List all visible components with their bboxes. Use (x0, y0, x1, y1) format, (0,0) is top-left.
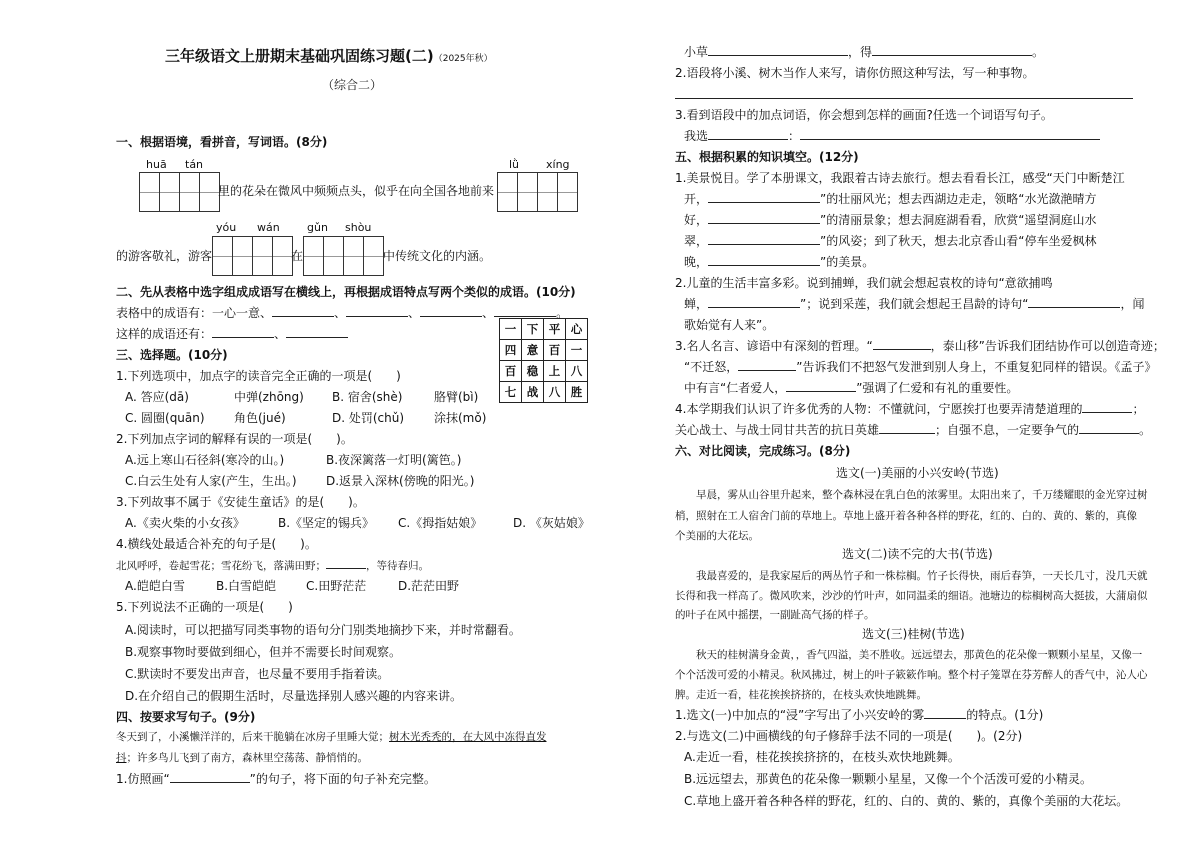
s1-line-2c: 中传统文化的内涵。 (383, 249, 492, 263)
s3-q3-opt: D. 《灰姑娘》 (513, 516, 590, 530)
blank[interactable] (212, 325, 274, 338)
table-cell: 七 (500, 382, 522, 403)
s5-3b (684, 358, 1156, 376)
s2-line-1-text: 表格中的成语有：一心一意、 (116, 306, 273, 320)
s5-2b3: ，闻 (1120, 297, 1145, 311)
writing-grid-2[interactable] (497, 172, 578, 212)
pinyin-hua: huā (146, 158, 167, 171)
blank[interactable] (346, 304, 408, 317)
pinyin-shou: shòu (345, 221, 372, 234)
blank[interactable] (420, 304, 482, 317)
r-q3-select: 我选 ： (684, 127, 1100, 145)
s5-4b2: ；自强不息，一定要争气的 (935, 423, 1080, 437)
s5-1c (684, 211, 1096, 229)
s4-q1b: ”的句子，将下面的句子补充完整。 (249, 772, 436, 786)
s5-2b2: ”；说到采莲，我们就会想起王昌龄的诗句“ (800, 297, 1029, 311)
title-year: （2025年秋） (433, 54, 493, 64)
writing-grid-4[interactable] (303, 236, 384, 276)
blank[interactable] (786, 379, 856, 392)
s3-q1-opt: 涂抹(mǒ) (434, 411, 487, 425)
table-cell: 下 (522, 319, 544, 340)
blank[interactable] (708, 127, 788, 140)
table-cell: 百 (544, 340, 566, 361)
table-cell: 八 (566, 361, 588, 382)
answer-line[interactable] (675, 98, 1133, 99)
r-q2: 2.语段将小溪、树木当作人来写，请你仿照这种写法，写一种事物。 (675, 66, 1035, 80)
reading-1-line: 个美丽的大花坛。 (675, 530, 759, 542)
s3-q3: 3.下列故事不属于《安徒生童话》的是( )。 (116, 495, 365, 509)
s4-passage-1b: 树木光秃秃的，在大风中冻得直发 (389, 731, 547, 743)
s5-2b1: 蝉， (684, 297, 709, 311)
s3-q2: 2.下列加点字词的解释有误的一项是( )。 (116, 432, 353, 446)
s3-q1-opt: A. 答应(dā) (125, 390, 189, 404)
s5-3a1: 3.名人名言、谚语中有深刻的哲理。“ (675, 339, 873, 353)
s3-q1-opt: B. 宿舍(shè) (332, 390, 403, 404)
reading-q1 (675, 706, 1043, 724)
blank[interactable] (326, 556, 366, 569)
table-cell: 意 (522, 340, 544, 361)
reading-3-line: 个个活泼可爱的小精灵。秋风拂过，树上的叶子簌簌作响。整个村子笼罩在芬芳醉人的香气中，沁人心 (675, 669, 1148, 681)
s4-q1a: 1.仿照画“ (116, 772, 170, 786)
s3-q1-opt: 中弹(zhōng) (234, 390, 304, 404)
s2-line-1: 表格中的成语有：一心一意、 、 、 、 。 (116, 306, 569, 320)
s3-q1-opt: 胳臂(bì) (434, 390, 479, 404)
s5-1c2: ”的清丽景象；想去洞庭湖看看，欣赏“遥望洞庭山水 (820, 213, 1097, 227)
blank[interactable] (800, 127, 1100, 140)
blank[interactable] (708, 295, 800, 308)
s4-passage-1 (116, 728, 547, 746)
s3-q4-opt: C.田野茫茫 (306, 579, 367, 593)
blank[interactable] (708, 43, 848, 56)
table-cell: 百 (500, 361, 522, 382)
table-cell: 上 (544, 361, 566, 382)
blank[interactable] (708, 190, 820, 203)
reading-1-line: 早晨，雾从山谷里升起来，整个森林浸在乳白色的浓雾里。太阳出来了，千万缕耀眼的金光穿过树 (696, 489, 1148, 501)
s3-q2-opt: A.远上寒山石径斜(寒冷的山。) (125, 453, 285, 467)
s5-1a: 1.美景悦目。学了本册课文，我跟着古诗去旅行。想去看看长江，感受“天门中断楚江 (675, 171, 1125, 185)
s3-q1-opt: D. 处罚(chǔ) (332, 411, 405, 425)
title-text: 三年级语文上册期末基础巩固练习题(二) (165, 47, 434, 65)
pinyin-tan: tán (185, 158, 204, 171)
blank[interactable] (1079, 421, 1139, 434)
r-q3: 3.看到语段中的加点词语，你会想到怎样的画面?任选一个词语写句子。 (675, 108, 1053, 122)
s5-1c1: 好， (684, 213, 709, 227)
reading-3-title: 选文(三)桂树(节选) (862, 627, 965, 641)
blank[interactable] (494, 304, 556, 317)
s1-line-2a: 的游客敬礼，游客 (116, 249, 213, 263)
page-title (165, 47, 493, 68)
s3-q5: 5.下列说法不正确的一项是( ) (116, 600, 293, 614)
s5-1e (684, 253, 874, 271)
s5-4b1: 关心战士、与战士同甘共苦的抗日英雄 (675, 423, 880, 437)
r-top-1: 小草 (684, 45, 709, 59)
s5-1d (684, 232, 1096, 250)
pinyin-you: yóu (216, 221, 237, 234)
s5-3b1: “不迁怒， (684, 360, 739, 374)
r-q3-select-label: 我选 (684, 129, 709, 143)
blank[interactable] (1028, 295, 1120, 308)
blank[interactable] (738, 358, 796, 371)
s2-line-2-text: 这样的成语还有： (116, 327, 213, 341)
reading-3-line: 秋天的桂树满身金黄，，香气四溢，美不胜收。远远望去，那黄色的花朵像一颗颗小星星，又像一 (696, 649, 1143, 661)
s5-1b (684, 190, 1096, 208)
s3-q4-opt: A.皑皑白雪 (125, 579, 185, 593)
s5-2a: 2.儿童的生活丰富多彩。说到捕蝉，我们就会想起袁枚的诗句“意欲捕鸣 (675, 276, 1053, 290)
s5-3a (675, 337, 1165, 355)
table-cell: 胜 (566, 382, 588, 403)
s3-q1-opt: 角色(jué) (234, 411, 286, 425)
section-6-heading: 六、对比阅读，完成练习。(8分) (675, 444, 851, 458)
s5-3b2: ”告诉我们不把怒气发泄到别人身上，不重复犯同样的错误。《孟子》 (796, 360, 1157, 374)
pinyin-wan: wán (257, 221, 280, 234)
reading-3-line: 脾。走近一看，桂花挨挨挤挤的，在枝头欢快地跳舞。 (675, 689, 927, 701)
page-subtitle: （综合二） (322, 78, 383, 92)
table-cell: 一 (566, 340, 588, 361)
s3-q5-opt: B.观察事物时要做到细心，但并不需要长时间观察。 (125, 645, 402, 659)
reading-q1b: 的特点。(1分) (966, 708, 1044, 722)
s3-q4: 4.横线处最适合补充的句子是( )。 (116, 537, 317, 551)
reading-q2-opt: C.草地上盛开着各种各样的野花，红的、白的、黄的、紫的，真像个美丽的大花坛。 (684, 794, 1129, 808)
table-cell: 一 (500, 319, 522, 340)
reading-q2-opt: A.走近一看，桂花挨挨挤挤的，在枝头欢快地跳舞。 (684, 750, 960, 764)
section-3-heading: 三、选择题。(10分) (116, 348, 228, 362)
table-cell: 战 (522, 382, 544, 403)
s3-q1-opt: C. 圆圈(quān) (125, 411, 205, 425)
s5-2c: 歌始觉有人来”。 (684, 318, 775, 332)
r-top-line: 小草 ，得 。 (684, 45, 1045, 59)
s5-3c (684, 379, 1018, 397)
s5-3c2: ”强调了仁爱和有礼的重要性。 (856, 381, 1019, 395)
blank (170, 770, 250, 783)
reading-q2-opt: B.远远望去，那黄色的花朵像一颗颗小星星，又像一个个活泼可爱的小精灵。 (684, 772, 1093, 786)
s3-q5-opt: D.在介绍自己的假期生活时，尽量选择别人感兴趣的内容来讲。 (125, 689, 463, 703)
reading-1-line: 梢，照射在工人宿舍门前的草地上。草地上盛开着各种各样的野花，红的、白的、黄的、紫的，真像 (675, 510, 1137, 522)
s5-1e1: 晚， (684, 255, 709, 269)
s3-q4-text-a: 北风呼呼，卷起雪花；雪花纷飞，落满田野； (116, 560, 326, 572)
section-2-heading: 二、先从表格中选字组成成语写在横线上，再根据成语特点写两个类似的成语。(10分) (116, 285, 576, 299)
reading-2-line: 的叶子在风中摇摆，一副趾高气扬的样子。 (675, 609, 875, 621)
blank[interactable] (879, 421, 935, 434)
s2-line-2: 这样的成语还有： 、 (116, 325, 348, 343)
s4-q1 (116, 770, 436, 788)
reading-q2: 2.与选文(二)中画横线的句子修辞手法不同的一项是( )。(2分) (675, 729, 1023, 743)
blank[interactable] (924, 706, 966, 719)
s5-1b2: ”的壮丽风光；想去西湖边走走，领略“水光潋滟晴方 (820, 192, 1097, 206)
s3-q3-opt: C.《拇指姑娘》 (398, 516, 483, 530)
s4-passage-1a: 冬天到了，小溪懒洋洋的，后来干脆躺在冰房子里睡大觉； (116, 731, 389, 743)
blank[interactable] (873, 337, 931, 350)
s4-passage-2a: 抖 (116, 752, 127, 764)
s1-line-1: 里的花朵在微风中频频点头，似乎在向全国各地前来 (218, 184, 495, 198)
s3-q4-text (116, 556, 429, 575)
s5-3a2: ，泰山移”告诉我们团结协作可以创造奇迹； (930, 339, 1165, 353)
table-cell: 四 (500, 340, 522, 361)
reading-2-title: 选文(二)读不完的大书(节选) (842, 547, 993, 561)
s5-3c1: 中有言“仁者爱人， (684, 381, 787, 395)
blank[interactable] (708, 211, 820, 224)
blank[interactable] (872, 43, 1032, 56)
section-1-heading: 一、根据语境，看拼音，写词语。(8分) (116, 135, 328, 149)
s4-passage-2 (116, 749, 368, 767)
blank[interactable] (708, 232, 820, 245)
s3-q2-opt: D.返景入深林(傍晚的阳光。) (326, 474, 475, 488)
s3-q2-opt: B.夜深篱落一灯明(篱笆。) (326, 453, 462, 467)
reading-1-title: 选文(一)美丽的小兴安岭(节选) (836, 466, 999, 480)
s3-q5-opt: A.阅读时，可以把描写同类事物的语句分门别类地摘抄下来，并时常翻看。 (125, 623, 521, 637)
section-4-heading: 四、按要求写句子。(9分) (116, 710, 256, 724)
table-cell: 稳 (522, 361, 544, 382)
r-top-2: ，得 (848, 45, 873, 59)
s4-passage-2b: ；许多鸟儿飞到了南方，森林里空荡荡、静悄悄的。 (126, 752, 368, 764)
blank[interactable] (286, 325, 348, 338)
s3-q4-text-b: ，等待春归。 (366, 560, 429, 572)
writing-grid-3[interactable] (212, 236, 293, 276)
section-5-heading: 五、根据积累的知识填空。(12分) (675, 150, 859, 164)
blank[interactable] (1082, 400, 1132, 413)
s3-q2-opt: C.白云生处有人家(产生，生出。) (125, 474, 297, 488)
s3-q3-opt: B.《坚定的锡兵》 (278, 516, 375, 530)
s5-4b: 关心战士、与战士同甘共苦的抗日英雄 ；自强不息，一定要争气的 。 (675, 423, 1152, 437)
s5-1d2: ”的风姿；到了秋天，想去北京香山看“停车坐爱枫林 (820, 234, 1097, 248)
s3-q1: 1.下列选项中，加点字的读音完全正确的一项是( ) (116, 369, 401, 383)
s5-2b (684, 295, 1144, 313)
s5-1e2: ”的美景。 (820, 255, 875, 269)
s3-q4-opt: D.茫茫田野 (398, 579, 460, 593)
writing-grid-1[interactable] (139, 172, 220, 212)
pinyin-gun: gǔn (307, 221, 328, 234)
blank[interactable] (272, 304, 334, 317)
idiom-char-table (499, 318, 588, 403)
s5-1d1: 翠， (684, 234, 709, 248)
blank[interactable] (708, 253, 820, 266)
pinyin-xing: xíng (546, 158, 570, 171)
pinyin-lv: lǜ (509, 158, 520, 171)
reading-2-line: 长得和我一样高了。微风吹来，沙沙的竹叶声，如同温柔的细语。池塘边的棕榈树高大挺拔，大蒲扇似 (675, 590, 1148, 602)
s3-q3-opt: A.《卖火柴的小女孩》 (125, 516, 245, 530)
table-cell: 平 (544, 319, 566, 340)
s3-q4-opt: B.白雪皑皑 (216, 579, 277, 593)
s1-line-2b: 在 (291, 249, 304, 263)
reading-2-line: 我最喜爱的，是我家屋后的两丛竹子和一株棕榈。竹子长得快，雨后春笋，一天长几寸，没几天就 (696, 570, 1148, 582)
table-cell: 八 (544, 382, 566, 403)
s5-4a: 4.本学期我们认识了许多优秀的人物：不懂就问，宁愿挨打也要弄清楚道理的 ； (675, 402, 1145, 416)
table-cell: 心 (566, 319, 588, 340)
s5-1b1: 开， (684, 192, 709, 206)
reading-q1a: 1.选文(一)中加点的“浸”字写出了小兴安岭的雾 (675, 708, 925, 722)
s5-4a-text: 4.本学期我们认识了许多优秀的人物：不懂就问，宁愿挨打也要弄清楚道理的 (675, 402, 1083, 416)
s3-q5-opt: C.默读时不要发出声音，也尽量不要用手指着读。 (125, 667, 390, 681)
